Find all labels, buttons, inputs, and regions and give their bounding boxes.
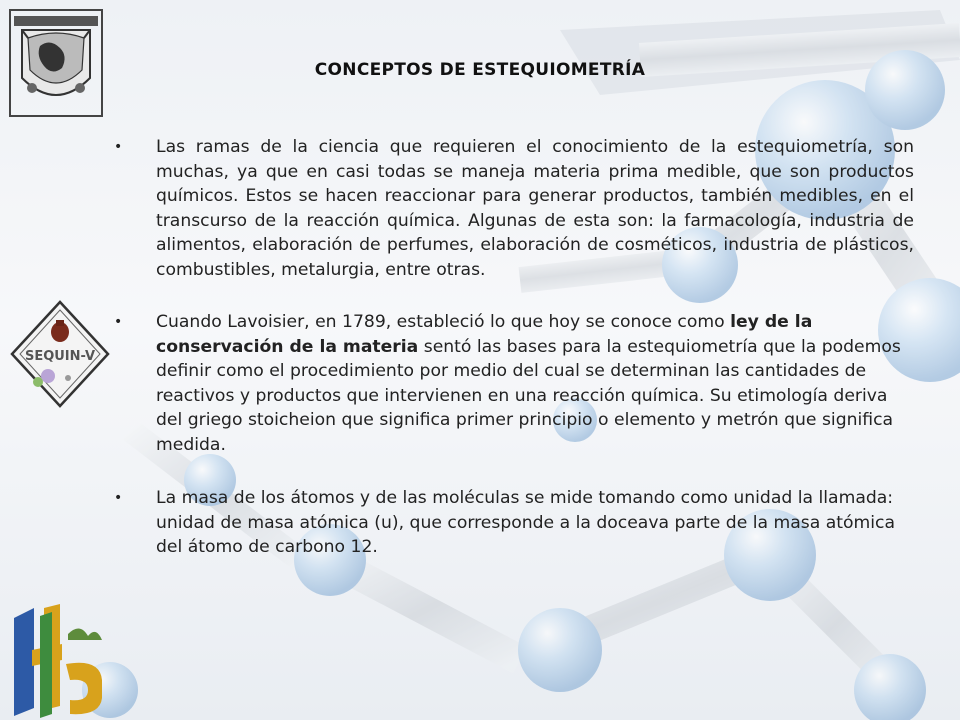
bullet-text: Las ramas de la ciencia que requieren el conocimiento de la estequiometría, son muchas, ya que en casi todas se maneja materia prima medible, que son productos químicos. Estos se hacen reaccionar para generar productos, también medibles, en el transcurso de la reacción química. Algunas de esta son: la farmacología, industria de alimentos, elaboración de perfumes, elaboración de cosméticos, industria de plásticos, combustibles, metalurgia, entre otras. — [156, 137, 914, 280]
bullet-text-after: sentó las bases para la estequiometría que la podemos definir como el procedimiento por medio del cual se determinan las cantidades de reactivos y productos que intervienen en una reacción química. Su etimología deriva del griego stoicheion que significa primer principio o elemento y metrón que significa medida. — [156, 336, 901, 455]
sequin-v-seal-icon — [8, 298, 112, 410]
bullet-list — [114, 135, 914, 560]
bullet-item — [114, 310, 914, 457]
bullet-marker: • — [114, 314, 123, 330]
slide-title: CONCEPTOS DE ESTEQUIOMETRÍA — [314, 60, 646, 80]
bullet-item — [114, 486, 914, 560]
bullet-marker: • — [114, 490, 123, 506]
bold-term: ley de la conservación de la materia — [156, 312, 813, 357]
bullet-text-before: Cuando Lavoisier, en 1789, estableció lo que hoy se conoce como — [156, 312, 731, 332]
bullet-item — [114, 135, 914, 282]
sequin-label: SEQUIN-V — [24, 349, 96, 364]
bullet-text: La masa de los átomos y de las moléculas se mide tomando como unidad la llamada: unidad de masa atómica (u), que corresponde a la doceava parte de la masa atómica del átomo de carbono 12. — [156, 488, 896, 557]
bullet-marker: • — [114, 139, 123, 155]
hnc-logo-icon — [4, 598, 114, 720]
